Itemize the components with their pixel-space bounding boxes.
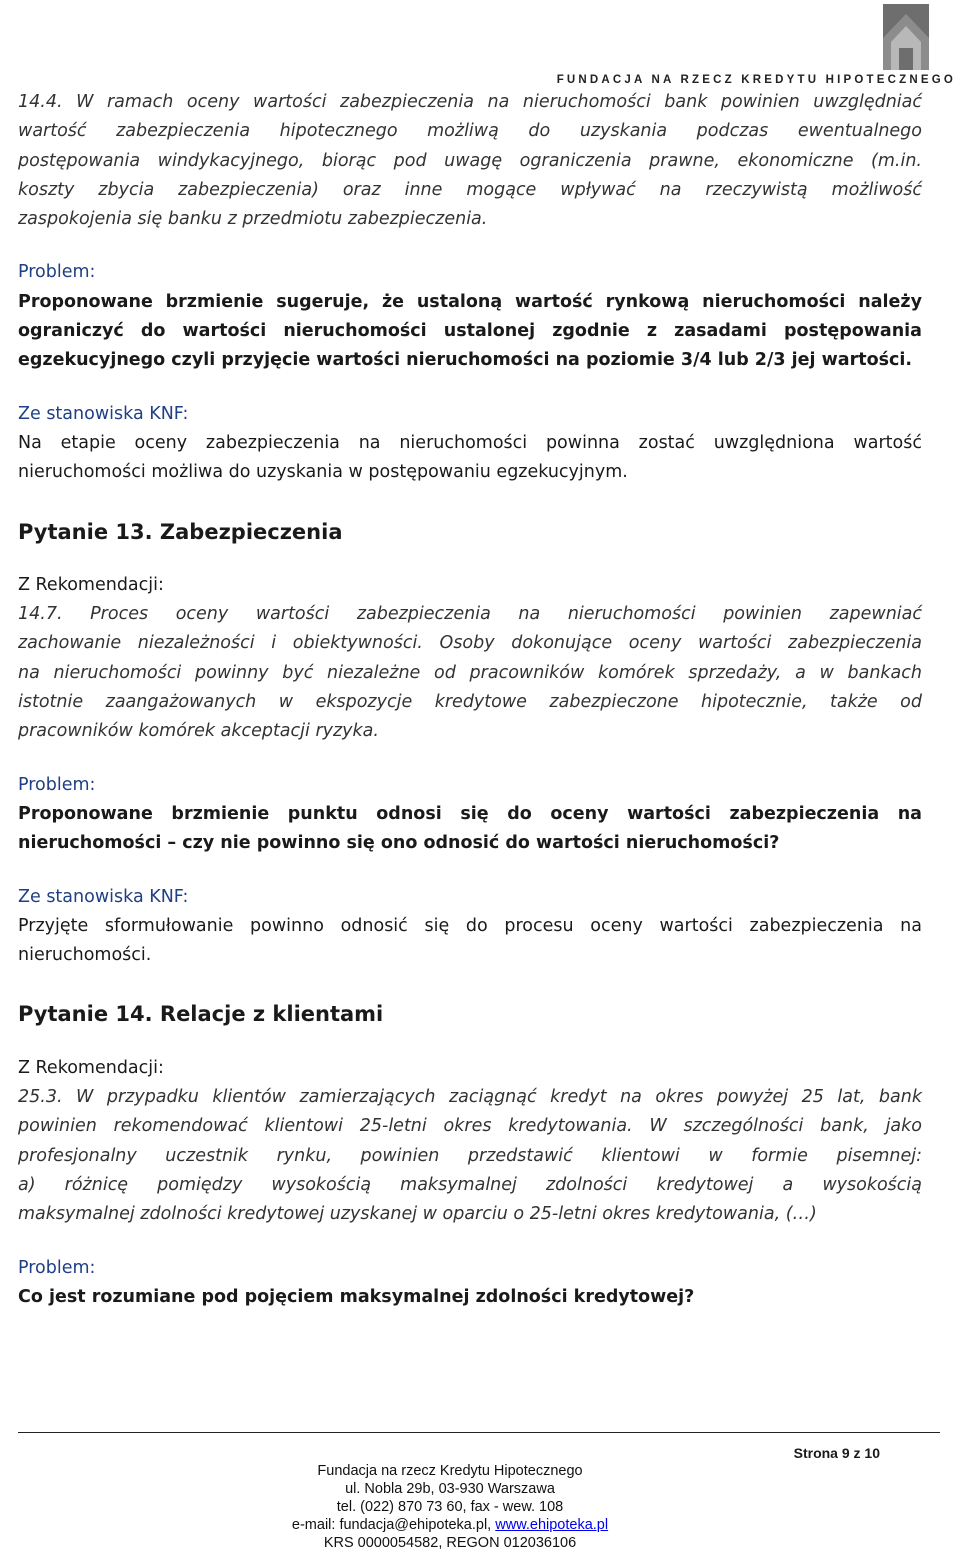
footer (0, 1462, 900, 1552)
text-line: postępowania windykacyjnego, biorąc pod uwagę ograniczenia prawne, ekonomiczne (m.in. (18, 150, 922, 171)
foundation-logo (883, 4, 929, 70)
text-line: 14.4. W ramach oceny wartości zabezpieczenia na nieruchomości bank powinien uwzględniać (18, 92, 922, 112)
footer-email: e-mail: fundacja@ehipoteka.pl, (291, 1517, 496, 1533)
text-line: nieruchomości – czy nie powinno się ono odnosić do wartości nieruchomości? (18, 833, 780, 854)
question-14-heading: Pytanie 14. Relacje z klientami (18, 1002, 384, 1027)
problem-label: Problem: (18, 262, 96, 283)
text-line: maksymalnej zdolności kredytowej uzyskanej w oparciu o 25-letni okres kredytowania, (…) (18, 1204, 817, 1225)
recommendation-label: Z Rekomendacji: (18, 574, 164, 595)
text-line: koszty zbycia zabezpieczenia) oraz inne mogące wpływać na rzeczywistą możliwość (18, 179, 922, 200)
text-fragment: zachowanie niezależności i obiektywności. (18, 633, 423, 654)
knf-label: Ze stanowiska KNF: (18, 886, 189, 907)
footer-contact (0, 1516, 900, 1534)
text-line: nieruchomości. (18, 945, 152, 966)
problem-label: Problem: (18, 774, 96, 795)
text-fragment: powinien rekomendować klientowi 25-letni okres kredytowania. (18, 1116, 633, 1137)
document-body (18, 88, 922, 1312)
text-fragment: W szczególności bank, jako (632, 1116, 922, 1137)
footer-registry: KRS 0000054582, REGON 012036106 (323, 1535, 577, 1551)
text-fragment: Osoby dokonujące oceny wartości zabezpieczenia (422, 633, 922, 654)
footer-address: ul. Nobla 29b, 03-930 Warszawa (345, 1481, 555, 1497)
text-line (18, 1112, 922, 1141)
recommendation-14-4 (18, 88, 922, 234)
footer-phone: tel. (022) 870 73 60, fax - wew. 108 (336, 1499, 564, 1515)
text-line: nieruchomości możliwa do uzyskania w postępowaniu egzekucyjnym. (18, 462, 628, 483)
text-line: Proponowane brzmienie sugeruje, że ustaloną wartość rynkową nieruchomości należy (18, 291, 922, 312)
website-link[interactable]: www.ehipoteka.pl (495, 1517, 609, 1533)
page-number: Strona 9 z 10 (793, 1445, 880, 1461)
text-line: Proponowane brzmienie punktu odnosi się do oceny wartości zabezpieczenia na (18, 803, 922, 824)
footer-org: Fundacja na rzecz Kredytu Hipotecznego (317, 1463, 583, 1479)
problem-label: Problem: (18, 1257, 96, 1278)
text-line: Co jest rozumiane pod pojęciem maksymalnej zdolności kredytowej? (18, 1286, 695, 1307)
header-brand: FUNDACJA NA RZECZ KREDYTU HIPOTECZNEGO (556, 74, 956, 86)
text-line: istotnie zaangażowanych w ekspozycje kredytowe zabezpieczone hipotecznie, także od (18, 692, 922, 713)
text-line: na nieruchomości powinny być niezależne od pracowników komórek sprzedaży, a w bankach (18, 662, 922, 683)
text-line (18, 629, 922, 658)
text-line: egzekucyjnego czyli przyjęcie wartości nieruchomości na poziomie 3/4 lub 2/3 jej wartości. (18, 350, 913, 371)
text-line: Na etapie oceny zabezpieczenia na nieruchomości powinna zostać uwzględniona wartość (18, 432, 922, 453)
text-line: wartość zabezpieczenia hipotecznego możliwą do uzyskania podczas ewentualnego (18, 121, 922, 142)
footer-divider (18, 1432, 940, 1433)
text-line: pracowników komórek akceptacji ryzyka. (18, 721, 379, 742)
text-line: a) różnicę pomiędzy wysokością maksymalnej zdolności kredytowej a wysokością (18, 1174, 922, 1195)
text-line: ograniczyć do wartości nieruchomości ustalonej zgodnie z zasadami postępowania (18, 321, 922, 342)
text-line: profesjonalny uczestnik rynku, powinien przedstawić klientowi w formie pisemnej: (18, 1145, 922, 1166)
text-line: Przyjęte sformułowanie powinno odnosić się do procesu oceny wartości zabezpieczenia na (18, 915, 922, 936)
question-13-heading: Pytanie 13. Zabezpieczenia (18, 519, 343, 544)
knf-label: Ze stanowiska KNF: (18, 403, 189, 424)
text-line: 25.3. W przypadku klientów zamierzających zaciągnąć kredyt na okres powyżej 25 lat, bank (18, 1087, 922, 1108)
recommendation-label: Z Rekomendacji: (18, 1057, 164, 1078)
text-line: 14.7. Proces oceny wartości zabezpieczenia na nieruchomości powinien zapewniać (18, 604, 922, 625)
text-line: zaspokojenia się banku z przedmiotu zabezpieczenia. (18, 209, 488, 230)
